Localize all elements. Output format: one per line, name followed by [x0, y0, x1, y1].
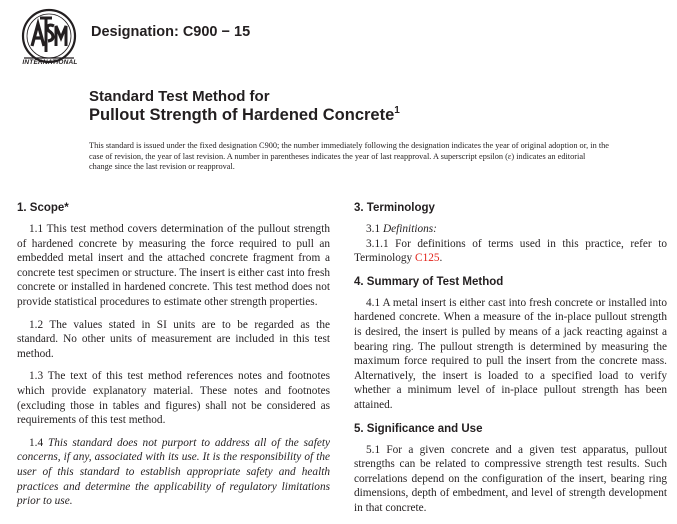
paragraph-1-4-text: This standard does not purport to address all of the safety concerns, if any, associated with its use. It is the responsibility of the user of this standard to establish appropriate safety and health practices and determine the applicability of regulatory limitations prior to use. — [17, 436, 330, 508]
paragraph-4-1: 4.1 A metal insert is either cast into fresh concrete or installed into hardened concrete. When a measure of the in-place pullout strength is desired, the insert is pulled by means of a jack reacting against a bearing ring. The pullout strength is determined by measuring the maximum force required to pull the insert from the concrete mass. Alternatively, the insert is loaded to a specified load to verify whether a minimum level of in-place pullout strength has been attained. — [354, 296, 667, 411]
paragraph-1-4 — [17, 436, 330, 509]
title-line-1: Standard Test Method for — [89, 88, 270, 105]
issuance-notice: This standard is issued under the fixed designation C900; the number immediately following the designation indicates the year of original adoption or, in the case of revision, the year of last revision. A number in parentheses indicates the year of last reapproval. A superscript epsilon (ε) indicates an editorial change since the last revision or reapproval. — [89, 141, 609, 172]
scope-heading: 1. Scope* — [17, 202, 69, 214]
title-line-2 — [89, 105, 400, 125]
paragraph-5-1: 5.1 For a given concrete and a given test apparatus, pullout strengths can be related to compressive strength test results. Such correlations depend on the configuration of the insert, bearing ring dimensions, depth of embedment, and level of strength development in that concrete. — [354, 443, 667, 514]
paragraph-1-2: 1.2 The values stated in SI units are to be regarded as the standard. No other units of measurement are included in this test method. — [17, 318, 330, 360]
paragraph-1-1: 1.1 This test method covers determination of the pullout strength of hardened concrete by measuring the force required to pull an embedded metal insert and the attached concrete fragment from a concrete test specimen or structure. The insert is either cast into fresh concrete or installed in hardened concrete. This test method does not provide statistical procedures to estimate other strength properties. — [17, 223, 330, 308]
paragraph-3-1-1 — [354, 237, 667, 266]
right-column — [354, 201, 667, 524]
significance-heading: 5. Significance and Use — [354, 422, 483, 435]
paragraph-1-4-number: 1.4 — [29, 436, 44, 449]
paragraph-1-3: 1.3 The text of this test method references notes and footnotes which provide explanatory material. These notes and footnotes (excluding those in tables and figures) shall not be considered as requirements of this test method. — [17, 370, 330, 427]
paragraph-3-1-1-end: . — [439, 252, 443, 265]
paragraph-3-1-number: 3.1 — [366, 223, 381, 235]
paragraph-3-1 — [354, 222, 667, 237]
title-text: Pullout Strength of Hardened Concrete — [89, 106, 395, 124]
title-footnote-marker: 1 — [394, 105, 400, 116]
summary-heading: 4. Summary of Test Method — [354, 275, 504, 288]
left-column — [17, 201, 330, 517]
designation: Designation: C900 − 15 — [91, 24, 251, 40]
paragraph-3-1-label: Definitions: — [382, 223, 437, 235]
terminology-heading: 3. Terminology — [354, 202, 435, 214]
c125-reference-link[interactable]: C125 — [415, 252, 440, 265]
paragraph-3-1-1-text: 3.1.1 For definitions of terms used in this practice, refer to Terminology — [354, 237, 667, 265]
logo-caption: INTERNATIONAL — [22, 59, 78, 66]
